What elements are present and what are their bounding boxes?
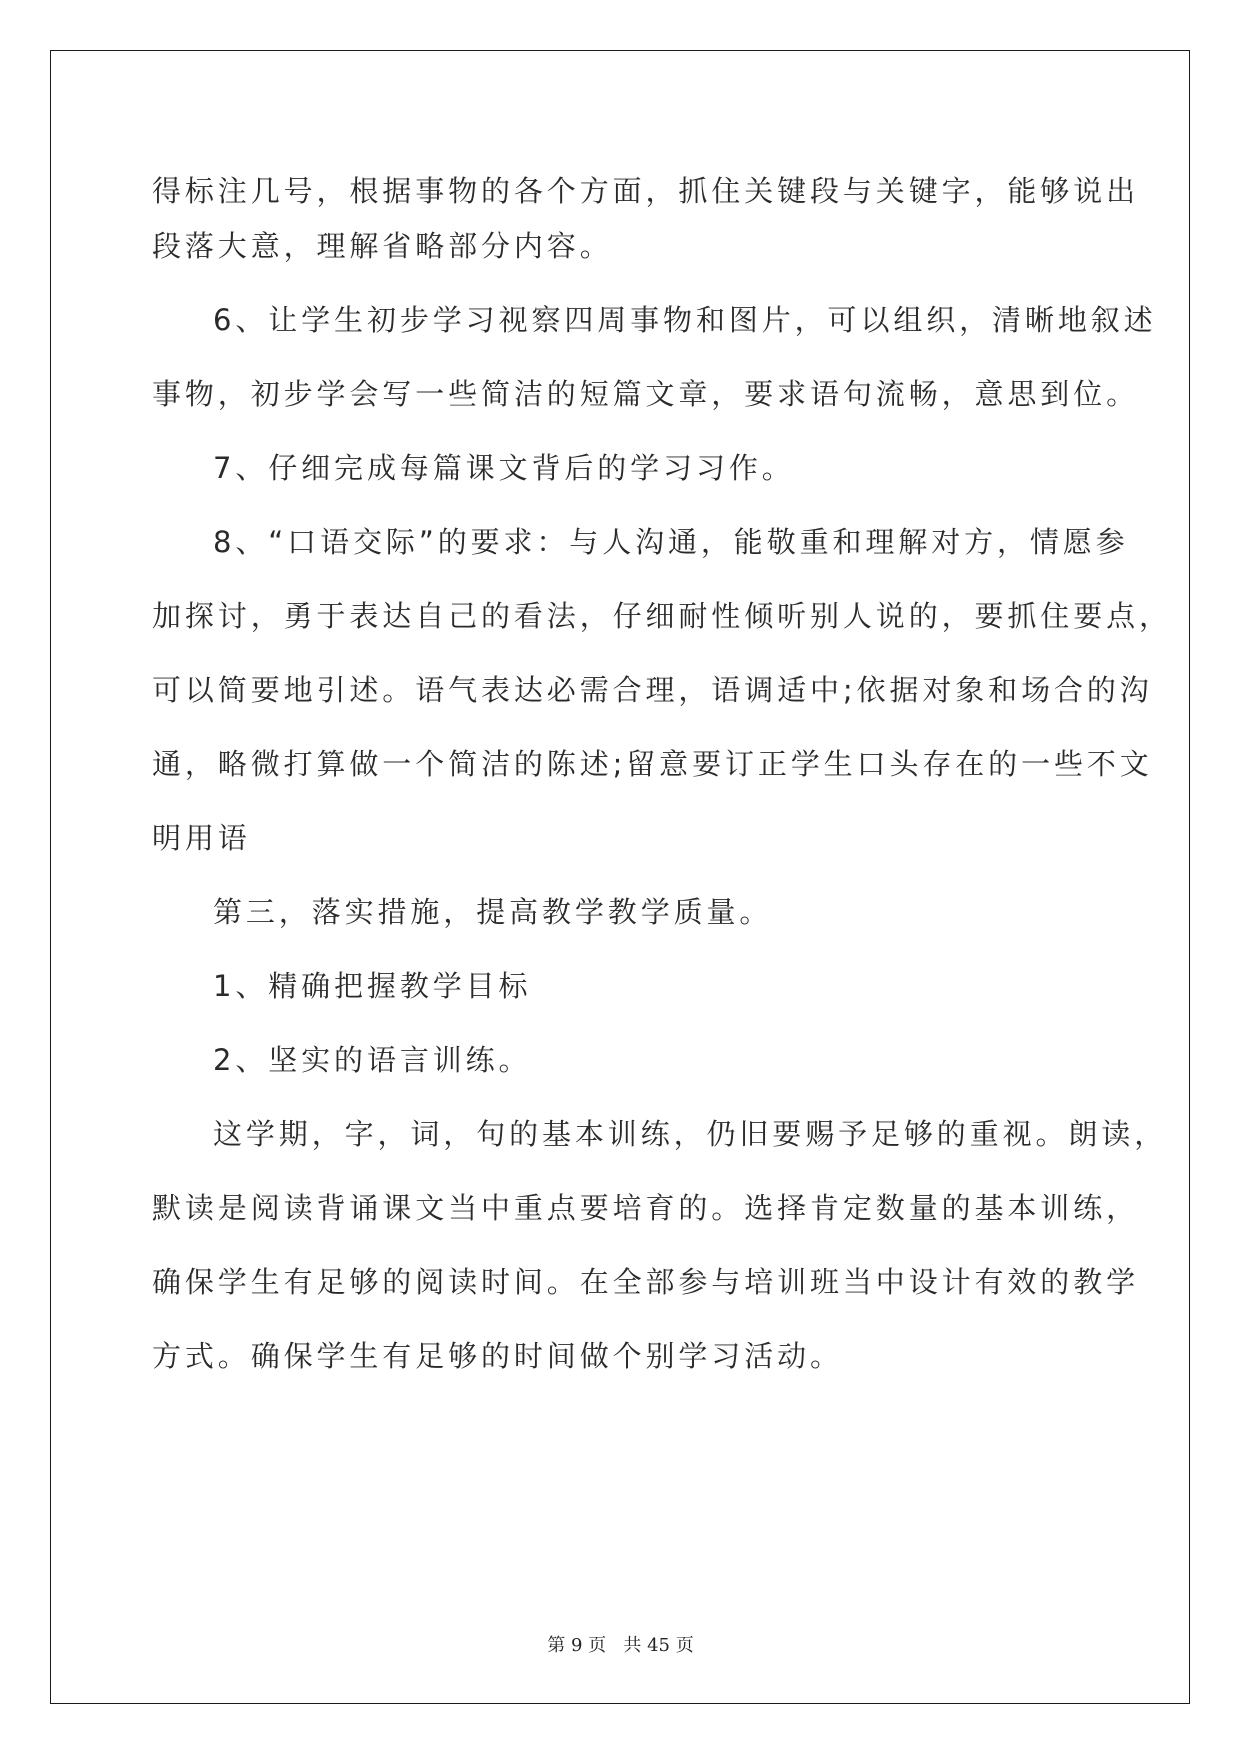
- paragraph-line: 确保学生有足够的阅读时间。在全部参与培训班当中设计有效的教学: [152, 1265, 1140, 1299]
- paragraph-line: 可以简要地引述。语气表达必需合理，语调适中;依据对象和场合的沟: [152, 673, 1153, 707]
- paragraph-line: 明用语: [152, 821, 251, 855]
- page-total: 共 45 页: [623, 1635, 694, 1656]
- section-heading: 第三，落实措施，提高教学教学质量。: [213, 895, 773, 929]
- paragraph-line: 6、让学生初步学习视察四周事物和图片，可以组织，清晰地叙述: [213, 303, 1157, 337]
- paragraph-line: 8、“口语交际”的要求：与人沟通，能敬重和理解对方，情愿参: [213, 525, 1129, 559]
- paragraph-line: 方式。确保学生有足够的时间做个别学习活动。: [152, 1339, 843, 1373]
- page-footer: [0, 1631, 1241, 1657]
- paragraph-line: 得标注几号，根据事物的各个方面，抓住关键段与关键字，能够说出: [152, 174, 1140, 208]
- paragraph-line: 2、坚实的语言训练。: [213, 1043, 532, 1077]
- paragraph-line: 默读是阅读背诵课文当中重点要培育的。选择肯定数量的基本训练，: [152, 1191, 1140, 1225]
- page-border: [50, 50, 1190, 1704]
- paragraph-line: 事物，初步学会写一些简洁的短篇文章，要求语句流畅，意思到位。: [152, 377, 1140, 411]
- paragraph-line: 1、精确把握教学目标: [213, 969, 532, 1003]
- paragraph-line: 通，略微打算做一个简洁的陈述;留意要订正学生口头存在的一些不文: [152, 747, 1153, 781]
- paragraph-line: 7、仔细完成每篇课文背后的学习习作。: [213, 451, 795, 485]
- paragraph-line: 加探讨，勇于表达自己的看法，仔细耐性倾听别人说的，要抓住要点，: [152, 599, 1172, 633]
- page-number: 第 9 页: [547, 1635, 607, 1656]
- paragraph-line: 段落大意，理解省略部分内容。: [152, 229, 613, 263]
- paragraph-line: 这学期，字，词，句的基本训练，仍旧要赐予足够的重视。朗读，: [213, 1117, 1168, 1151]
